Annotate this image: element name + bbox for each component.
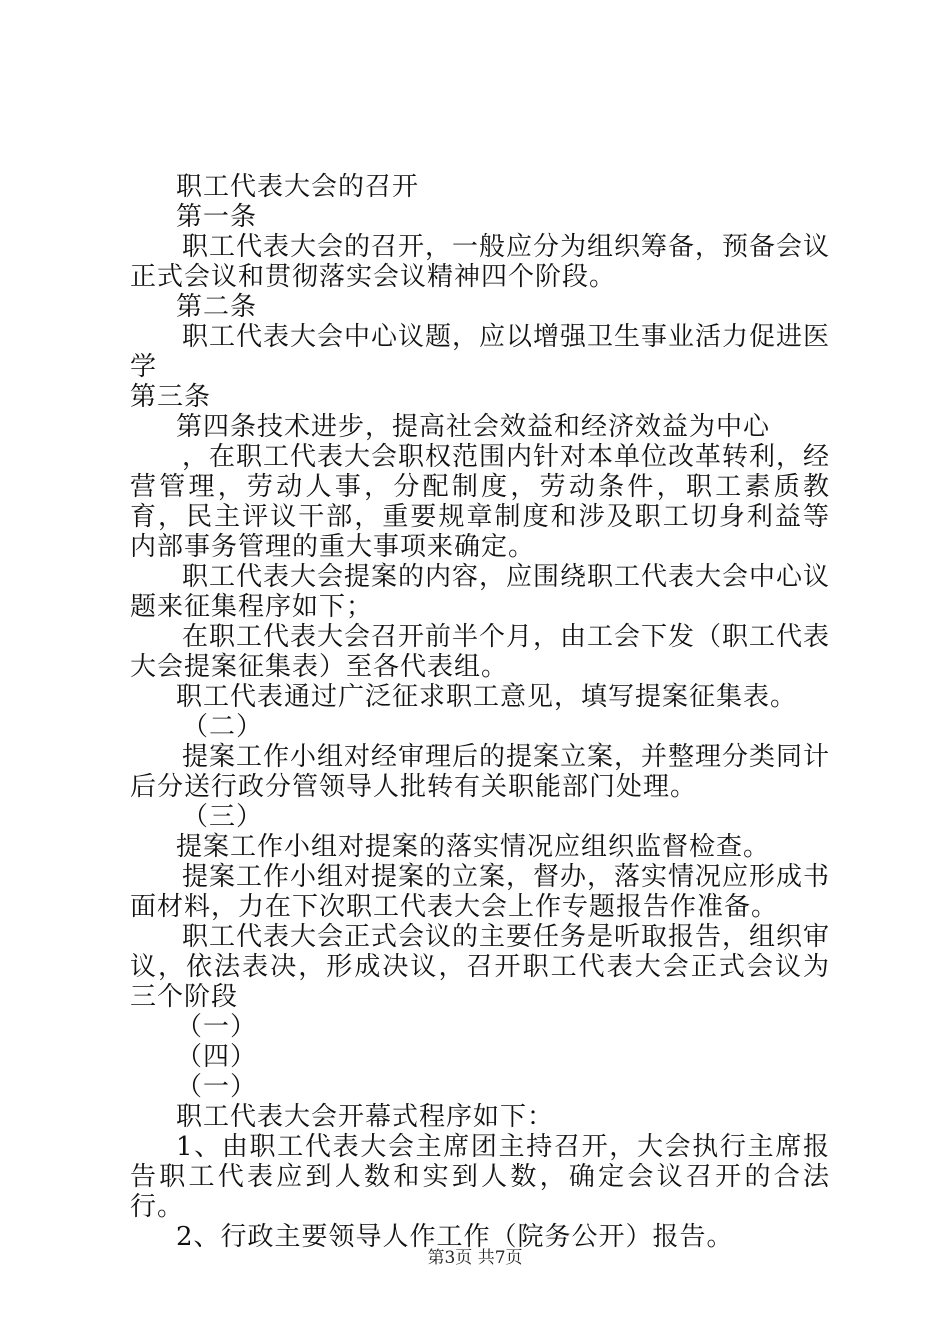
section-title: 职工代表大会的召开 [176, 172, 420, 202]
paragraph: 提案工作小组对提案的立案，督办，落实情况应形成书面材料，力在下次职工代表大会上作专题报告作准备。 [130, 862, 831, 922]
paragraph: 职工代表通过广泛征求职工意见，填写提案征集表。 [176, 682, 798, 712]
paragraph: 提案工作小组对提案的落实情况应组织监督检查。 [176, 832, 771, 862]
article-heading: 第一条 [176, 202, 258, 232]
document-body [130, 172, 830, 1252]
list-marker: （一） [176, 1072, 258, 1102]
article-heading: 第三条 [130, 382, 212, 412]
paragraph: 职工代表大会的召开，一般应分为组织筹备，预备会议正式会议和贯彻落实会议精神四个阶段。 [130, 232, 831, 292]
paragraph: 第四条技术进步，提高社会效益和经济效益为中心 [176, 412, 771, 442]
article-heading: 第二条 [176, 292, 258, 322]
paragraph: 职工代表大会开幕式程序如下： [176, 1102, 555, 1132]
paragraph: 职工代表大会提案的内容，应围绕职工代表大会中心议题来征集程序如下； [130, 562, 831, 622]
list-marker: （一） [176, 1012, 258, 1042]
list-marker: （三） [182, 802, 264, 832]
paragraph: 在职工代表大会召开前半个月，由工会下发（职工代表大会提案征集表）至各代表组。 [130, 622, 831, 682]
paragraph: 提案工作小组对经审理后的提案立案，并整理分类同计后分送行政分管领导人批转有关职能部门处理。 [130, 742, 831, 802]
page-footer: 第3页 共7页 [427, 1248, 523, 1268]
paragraph: 职工代表大会正式会议的主要任务是听取报告，组织审议，依法表决，形成决议，召开职工代表大会正式会议为三个阶段 [130, 922, 831, 1012]
paragraph: ，在职工代表大会职权范围内针对本单位改革转利，经营管理，劳动人事，分配制度，劳动条件，职工素质教育，民主评议干部，重要规章制度和涉及职工切身利益等内部事务管理的重大事项来确定。 [130, 442, 831, 562]
paragraph: 职工代表大会中心议题，应以增强卫生事业活力促进医学 [130, 322, 831, 382]
list-marker: （二） [182, 712, 264, 742]
paragraph: 2、行政主要领导人作工作（院务公开）报告。 [176, 1222, 734, 1252]
paragraph: 1、由职工代表大会主席团主持召开，大会执行主席报告职工代表应到人数和实到人数，确定会议召开的合法行。 [130, 1132, 830, 1222]
list-marker: （四） [176, 1042, 258, 1072]
